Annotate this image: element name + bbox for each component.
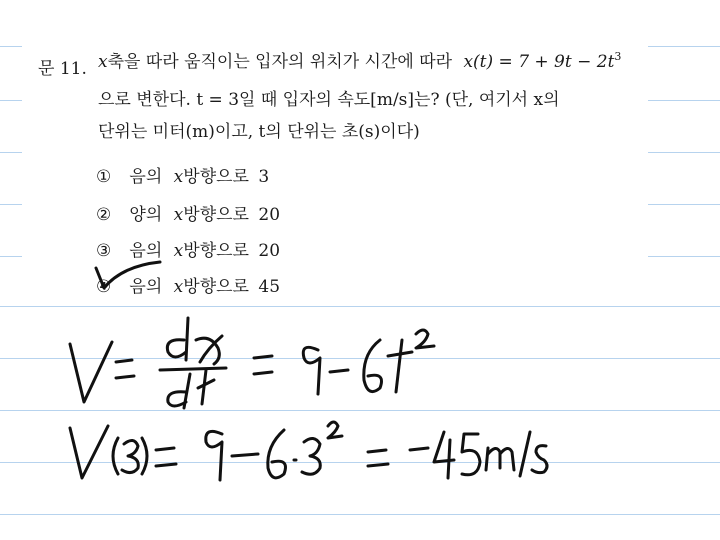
problem-text-1: 축을 따라 움직이는 입자의 위치가 시간에 따라 <box>107 52 453 72</box>
choice-marker: ④ <box>96 277 112 297</box>
choice-value: 3 <box>258 167 270 187</box>
problem-line-3: 단위는 미터(m)이고, t의 단위는 초(s)이다) <box>98 122 420 142</box>
problem-line-1 <box>98 50 622 72</box>
choice-value: 45 <box>258 277 281 297</box>
rule-line <box>0 358 720 359</box>
problem-label: 문 11. <box>38 59 87 79</box>
rule-line <box>0 306 720 307</box>
choice-2[interactable] <box>96 200 280 225</box>
handwritten-derivative <box>70 318 434 408</box>
handwritten-evaluation <box>70 422 547 480</box>
rule-line <box>0 410 720 411</box>
choice-suffix: 방향으로 <box>183 277 249 297</box>
choice-suffix: 방향으로 <box>183 241 249 261</box>
choice-direction: 음의 <box>129 241 163 261</box>
choice-marker: ① <box>96 167 112 187</box>
problem-line-2: 으로 변한다. t = 3일 때 입자의 속도[m/s]는? (단, 여기서 x의 <box>98 90 560 110</box>
choice-4[interactable] <box>96 272 280 297</box>
choice-var: x <box>173 205 184 225</box>
choice-var: x <box>173 277 184 297</box>
choice-direction: 음의 <box>129 167 163 187</box>
choice-value: 20 <box>258 205 281 225</box>
choice-suffix: 방향으로 <box>183 205 249 225</box>
rule-line <box>0 462 720 463</box>
equation-exponent: 3 <box>614 50 622 63</box>
choice-marker: ② <box>96 205 112 225</box>
equation: x(t) = 7 + 9t − 2t <box>463 52 615 72</box>
choice-direction: 음의 <box>129 277 163 297</box>
choice-1[interactable] <box>96 162 269 187</box>
choice-value: 20 <box>258 241 281 261</box>
choice-var: x <box>173 241 184 261</box>
choice-marker: ③ <box>96 241 112 261</box>
choice-3[interactable] <box>96 236 280 261</box>
choice-var: x <box>173 167 184 187</box>
choice-suffix: 방향으로 <box>183 167 249 187</box>
rule-line <box>0 514 720 515</box>
choice-direction: 양의 <box>129 205 163 225</box>
var-x: x <box>98 52 108 72</box>
